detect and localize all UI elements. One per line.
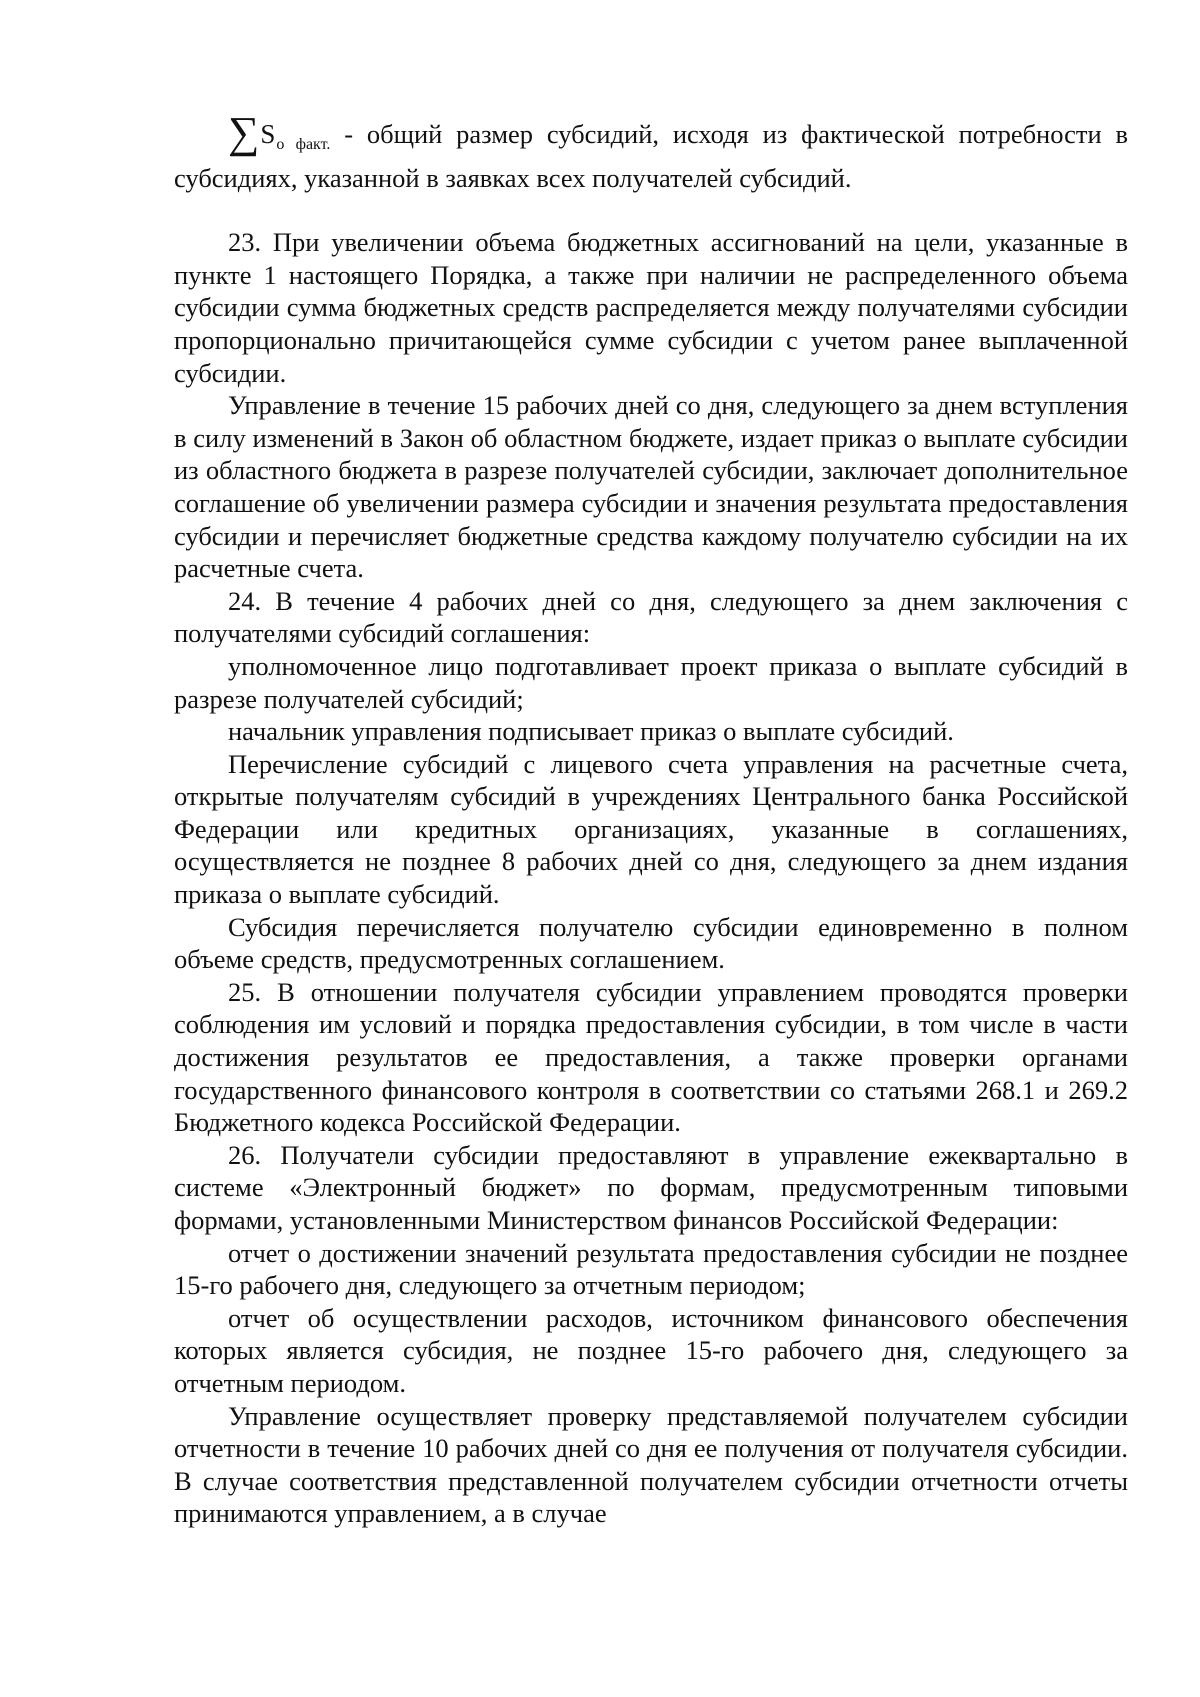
formula-subscript: о факт. [276, 136, 331, 153]
paragraph-23: 23. При увеличении объема бюджетных ассигнований на цели, указанные в пункте 1 настоящего Порядка, а также при наличии не распределенного объема субсидии сумма бюджетных средств распределяется между получателями субсидии пропорционально причитающейся сумме субсидии с учетом ранее выплаченной субсидии. [174, 227, 1128, 388]
paragraph-24-transfer: Перечисление субсидий с лицевого счета управления на расчетные счета, открытые получателям субсидий в учреждениях Центрального банка Российской Федерации или кредитных организациях, указанные в соглашениях, осуществляется не позднее 8 рабочих дней со дня, следующего за днем издания приказа о выплате субсидий. [174, 748, 1128, 910]
paragraph-26: 26. Получатели субсидии предоставляют в управление ежеквартально в системе «Электронный бюджет» по формам, предусмотренным типовыми формами, установленными Министерством финансов Российской Федерации: [174, 1139, 1128, 1235]
formula-definition-text: - общий размер субсидий, исходя из фактической потребности в субсидиях, указанной в заявках всех получателей субсидий. [174, 119, 1128, 193]
paragraph-spacer [174, 194, 1128, 226]
formula-definition [174, 108, 1128, 194]
paragraph-26-expense-report: отчет об осуществлении расходов, источником финансового обеспечения которых является субсидия, не позднее 15-го рабочего дня, следующего за отчетным периодом. [174, 1302, 1128, 1398]
paragraph-26-verification: Управление осуществляет проверку представляемой получателем субсидии отчетности в течение 10 рабочих дней со дня ее получения от получателя субсидии. В случае соответствия представленной получателем субсидии отчетности отчеты принимаются управлением, а в случае [174, 1400, 1128, 1529]
paragraph-23-management: Управление в течение 15 рабочих дней со дня, следующего за днем вступления в силу изменений в Закон об областном бюджете, издает приказ о выплате субсидии из областного бюджета в разрезе получателей субсидии, заключает дополнительное соглашение об увеличении размера субсидии и значения результата предоставления субсидии и перечисляет бюджетные средства каждому получателю субсидии на их расчетные счета. [174, 390, 1128, 584]
paragraph-24: 24. В течение 4 рабочих дней со дня, следующего за днем заключения с получателями субсидий соглашения: [174, 585, 1128, 649]
sum-sign: ∑ [228, 108, 260, 157]
paragraph-25: 25. В отношении получателя субсидии управлением проводятся проверки соблюдения им условий и порядка предоставления субсидии, в том числе в части достижения результатов ее предоставления, а также проверки органами государственного финансового контроля в соответствии со статьями 268.1 и 269.2 Бюджетного кодекса Российской Федерации. [174, 976, 1128, 1138]
document-body [174, 108, 1128, 1530]
paragraph-24-authorized-person: уполномоченное лицо подготавливает проект приказа о выплате субсидий в разрезе получателей субсидий; [174, 650, 1128, 714]
formula-symbol: S [260, 119, 276, 149]
paragraph-24-lump-sum: Субсидия перечисляется получателю субсидии единовременно в полном объеме средств, предусмотренных соглашением. [174, 911, 1128, 975]
paragraph-26-result-report: отчет о достижении значений результата предоставления субсидии не позднее 15-го рабочего дня, следующего за отчетным периодом; [174, 1237, 1128, 1301]
paragraph-24-head-signs: начальник управления подписывает приказ о выплате субсидий. [228, 716, 954, 747]
